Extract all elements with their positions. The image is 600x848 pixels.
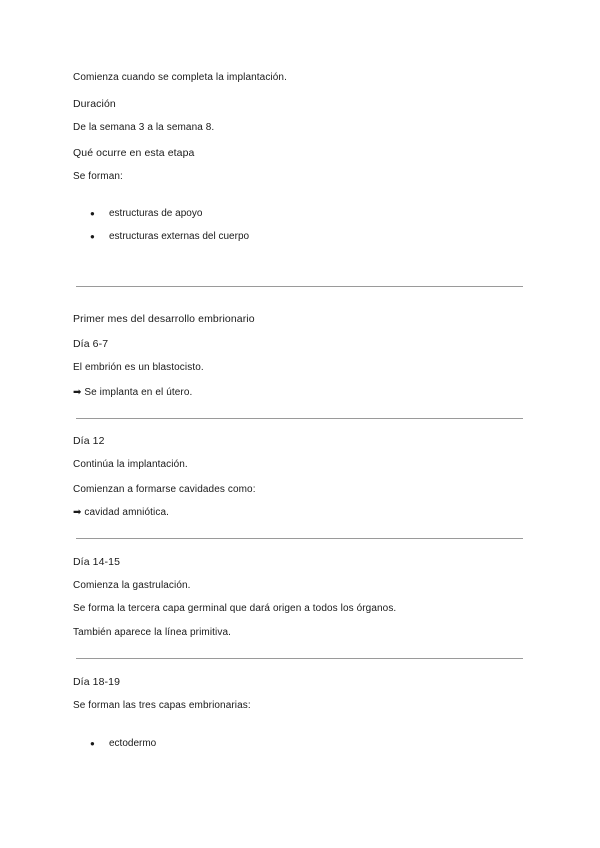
what-heading: Qué ocurre en esta etapa [73,147,195,159]
day-heading: Día 12 [73,435,105,447]
divider [76,286,523,287]
day-heading: Día 18-19 [73,676,121,688]
divider [76,538,523,539]
day-heading: Día 14-15 [73,556,121,568]
day-text: Continúa la implantación. [73,459,188,470]
day-text: ➡ Se implanta en el útero. [73,387,193,398]
day-heading: Día 6-7 [73,338,109,350]
section-title: Primer mes del desarrollo embrionario [73,313,255,325]
bullet-icon: ● [90,739,95,748]
day-text: Comienza la gastrulación. [73,580,191,591]
bullet-icon: ● [90,232,95,241]
day-text: También aparece la línea primitiva. [73,627,232,638]
forms-label: Se forman: [73,171,123,182]
duration-heading: Duración [73,98,116,110]
day-text: El embrión es un blastocisto. [73,362,204,373]
day-text: Comienzan a formarse cavidades como: [73,484,256,495]
intro-line: Comienza cuando se completa la implantación. [73,72,287,83]
divider [76,658,523,659]
list-item: estructuras de apoyo [109,208,203,219]
day-text: Se forma la tercera capa germinal que dará origen a todos los órganos. [73,603,397,614]
list-item: estructuras externas del cuerpo [109,231,250,242]
list-item: ectodermo [109,738,157,749]
duration-text: De la semana 3 a la semana 8. [73,122,215,133]
day-text: Se forman las tres capas embrionarias: [73,700,251,711]
bullet-icon: ● [90,209,95,218]
day-text: ➡ cavidad amniótica. [73,507,169,518]
divider [76,418,523,419]
